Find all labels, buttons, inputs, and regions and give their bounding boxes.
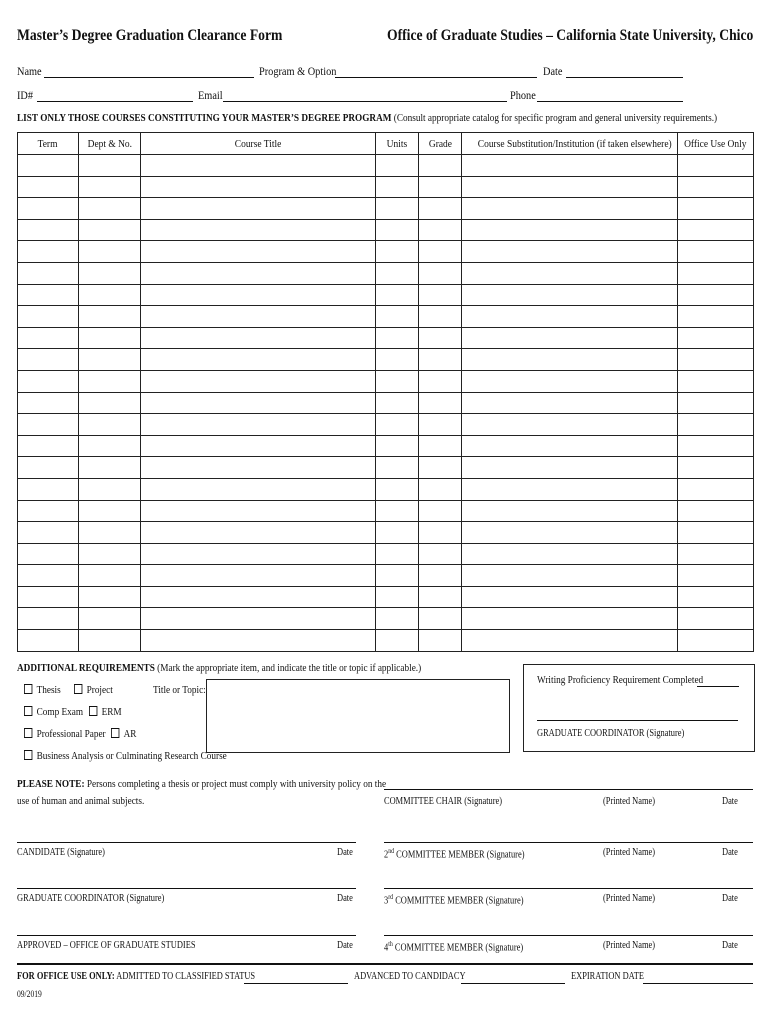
course-cell[interactable] [79,392,141,414]
approved-signature-line[interactable] [17,935,356,936]
course-row [18,630,754,652]
course-cell[interactable] [18,219,79,241]
course-cell[interactable] [419,284,462,306]
course-cell[interactable] [376,392,419,414]
course-cell[interactable] [79,543,141,565]
course-cell[interactable] [462,500,678,522]
office-use-bold: FOR OFFICE USE ONLY: [17,971,115,982]
course-cell[interactable] [79,155,141,177]
course-cell[interactable] [141,543,376,565]
course-cell[interactable] [79,349,141,371]
col-term: Term [18,133,79,155]
course-cell[interactable] [79,630,141,652]
phone-field[interactable] [537,101,683,102]
course-cell[interactable] [678,500,754,522]
additional-heading [17,662,421,674]
course-cell[interactable] [141,522,376,544]
course-cell[interactable] [18,327,79,349]
course-cell[interactable] [79,176,141,198]
course-cell[interactable] [376,500,419,522]
comp-exam-label: Comp Exam [36,706,84,718]
course-cell[interactable] [462,349,678,371]
course-cell[interactable] [18,543,79,565]
course-cell[interactable] [678,565,754,587]
member4-printed-name-label: (Printed Name) [603,940,656,951]
course-cell[interactable] [18,586,79,608]
phone-label: Phone [510,88,536,102]
office-title: Office of Graduate Studies – California State University, Chico [386,27,753,44]
thesis-option[interactable] [24,684,61,696]
course-cell[interactable] [376,586,419,608]
course-cell[interactable] [419,155,462,177]
course-row [18,500,754,522]
course-row [18,543,754,565]
course-cell[interactable] [79,370,141,392]
course-cell[interactable] [376,478,419,500]
course-cell[interactable] [79,522,141,544]
course-instruction-bold: LIST ONLY THOSE COURSES CONSTITUTING YOUR MASTER’S DEGREE PROGRAM [17,112,392,124]
course-cell[interactable] [462,284,678,306]
course-cell[interactable] [419,543,462,565]
email-label: Email [198,88,223,102]
name-field[interactable] [44,77,254,78]
expiration-field[interactable] [643,983,753,984]
member2-label: 2nd COMMITTEE MEMBER (Signature) [384,847,525,861]
writing-proficiency-field[interactable] [697,686,739,687]
course-cell[interactable] [18,262,79,284]
course-cell[interactable] [141,586,376,608]
course-cell[interactable] [678,586,754,608]
course-cell[interactable] [678,543,754,565]
course-cell[interactable] [79,262,141,284]
course-cell[interactable] [462,435,678,457]
chair-date-label: Date [722,796,738,807]
additional-heading-note: (Mark the appropriate item, and indicate the title or topic if applicable.) [157,662,422,674]
business-analysis-checkbox[interactable] [24,750,32,760]
id-label: ID# [17,88,34,102]
id-field[interactable] [37,101,193,102]
name-label: Name [17,64,42,78]
course-cell[interactable] [678,392,754,414]
course-cell[interactable] [376,219,419,241]
course-cell[interactable] [18,155,79,177]
course-cell[interactable] [18,608,79,630]
course-cell[interactable] [419,414,462,436]
member2-date-label: Date [722,847,738,858]
course-cell[interactable] [678,478,754,500]
course-cell[interactable] [376,414,419,436]
chair-printed-name-label: (Printed Name) [603,796,656,807]
course-cell[interactable] [141,392,376,414]
course-cell[interactable] [462,457,678,479]
course-cell[interactable] [79,565,141,587]
course-cell[interactable] [79,219,141,241]
col-course-title: Course Title [141,133,376,155]
course-row [18,565,754,587]
course-cell[interactable] [376,284,419,306]
course-row [18,327,754,349]
ar-option[interactable] [111,728,136,740]
course-cell[interactable] [678,241,754,263]
courses-table [17,132,754,652]
course-cell[interactable] [419,435,462,457]
course-cell[interactable] [79,608,141,630]
course-cell[interactable] [419,327,462,349]
course-row [18,176,754,198]
col-substitution: Course Substitution/Institution (if taken elsewhere) [462,133,678,155]
course-cell[interactable] [462,543,678,565]
course-cell[interactable] [419,176,462,198]
col-dept: Dept & No. [79,133,141,155]
course-cell[interactable] [678,262,754,284]
title-topic-box[interactable] [206,679,510,753]
course-cell[interactable] [419,370,462,392]
ar-checkbox[interactable] [111,728,119,738]
course-cell[interactable] [141,630,376,652]
course-cell[interactable] [376,565,419,587]
course-cell[interactable] [18,457,79,479]
course-cell[interactable] [678,155,754,177]
course-cell[interactable] [18,241,79,263]
course-cell[interactable] [18,284,79,306]
course-row [18,392,754,414]
course-cell[interactable] [462,630,678,652]
course-cell[interactable] [18,500,79,522]
course-instruction-note: (Consult appropriate catalog for specific program and general university requirements.) [393,112,718,124]
course-cell[interactable] [462,198,678,220]
chair-label: COMMITTEE CHAIR (Signature) [384,796,503,807]
course-cell[interactable] [141,349,376,371]
thesis-checkbox[interactable] [24,684,32,694]
course-cell[interactable] [376,241,419,263]
approved-date-label: Date [337,940,353,951]
email-field[interactable] [223,101,507,102]
course-row [18,586,754,608]
course-cell[interactable] [18,565,79,587]
course-cell[interactable] [419,630,462,652]
course-cell[interactable] [462,241,678,263]
date-label: Date [543,64,563,78]
member4-signature-line[interactable] [384,935,753,936]
writing-proficiency-label: Writing Proficiency Requirement Completed [537,674,704,686]
course-cell[interactable] [79,241,141,263]
course-cell[interactable] [79,478,141,500]
course-cell[interactable] [419,565,462,587]
additional-heading-bold: ADDITIONAL REQUIREMENTS [17,662,155,674]
member4-date-label: Date [722,940,738,951]
course-cell[interactable] [678,414,754,436]
course-cell[interactable] [678,349,754,371]
course-cell[interactable] [18,630,79,652]
course-row [18,155,754,177]
course-cell[interactable] [462,176,678,198]
course-cell[interactable] [141,262,376,284]
business-analysis-label: Business Analysis or Culminating Research Course [36,750,227,762]
course-cell[interactable] [678,284,754,306]
candidate-label: CANDIDATE (Signature) [17,847,105,858]
col-office-use: Office Use Only [678,133,754,155]
course-cell[interactable] [18,370,79,392]
ar-label: AR [123,728,137,740]
member2-printed-name-label: (Printed Name) [603,847,656,858]
comp-exam-option[interactable] [24,706,83,718]
course-cell[interactable] [376,630,419,652]
course-cell[interactable] [376,155,419,177]
course-row [18,349,754,371]
course-cell[interactable] [678,608,754,630]
course-row [18,262,754,284]
course-cell[interactable] [376,176,419,198]
course-cell[interactable] [678,370,754,392]
course-cell[interactable] [462,565,678,587]
course-cell[interactable] [18,392,79,414]
course-cell[interactable] [462,155,678,177]
comp-exam-checkbox[interactable] [24,706,32,716]
footer-divider [17,963,753,965]
course-cell[interactable] [141,284,376,306]
erm-label: ERM [101,706,122,718]
course-cell[interactable] [419,219,462,241]
course-cell[interactable] [462,608,678,630]
course-row [18,608,754,630]
course-cell[interactable] [419,392,462,414]
business-analysis-option[interactable] [24,750,227,762]
project-checkbox[interactable] [74,684,82,694]
course-cell[interactable] [79,327,141,349]
erm-option[interactable] [89,706,122,718]
course-cell[interactable] [79,306,141,328]
course-cell[interactable] [79,500,141,522]
course-cell[interactable] [141,219,376,241]
course-cell[interactable] [462,586,678,608]
chair-signature-line[interactable] [384,789,753,790]
approved-label: APPROVED – OFFICE OF GRADUATE STUDIES [17,940,196,951]
col-grade: Grade [419,133,462,155]
course-row [18,478,754,500]
course-cell[interactable] [18,198,79,220]
course-cell[interactable] [18,306,79,328]
course-cell[interactable] [419,262,462,284]
member3-date-label: Date [722,893,738,904]
course-cell[interactable] [18,349,79,371]
course-cell[interactable] [678,435,754,457]
erm-checkbox[interactable] [89,706,97,716]
course-row [18,457,754,479]
course-cell[interactable] [18,522,79,544]
advanced-field[interactable] [461,983,565,984]
please-note [17,778,386,790]
course-cell[interactable] [462,306,678,328]
course-cell[interactable] [678,176,754,198]
course-cell[interactable] [678,219,754,241]
course-cell[interactable] [141,306,376,328]
courses-header-row [18,133,754,155]
member2-signature-line[interactable] [384,842,753,843]
course-cell[interactable] [376,327,419,349]
course-cell[interactable] [79,435,141,457]
writing-coordinator-label: GRADUATE COORDINATOR (Signature) [537,728,685,739]
course-cell[interactable] [462,392,678,414]
course-cell[interactable] [79,284,141,306]
course-cell[interactable] [419,349,462,371]
course-cell[interactable] [419,457,462,479]
course-cell[interactable] [79,457,141,479]
program-label: Program & Option [259,64,337,78]
course-cell[interactable] [419,241,462,263]
course-cell[interactable] [18,414,79,436]
grad-coordinator-signature-line[interactable] [17,888,356,889]
grad-coordinator-label: GRADUATE COORDINATOR (Signature) [17,893,165,904]
course-cell[interactable] [419,198,462,220]
form-title: Master’s Degree Graduation Clearance Form [17,27,283,44]
course-cell[interactable] [462,370,678,392]
course-cell[interactable] [141,370,376,392]
course-cell[interactable] [141,414,376,436]
professional-paper-label: Professional Paper [36,728,106,740]
course-cell[interactable] [462,327,678,349]
please-note-bold: PLEASE NOTE: [17,778,85,790]
course-cell[interactable] [141,435,376,457]
course-cell[interactable] [376,543,419,565]
candidate-signature-line[interactable] [17,842,356,843]
course-cell[interactable] [376,262,419,284]
course-cell[interactable] [141,608,376,630]
course-cell[interactable] [376,198,419,220]
course-row [18,306,754,328]
course-cell[interactable] [462,414,678,436]
expiration-label: EXPIRATION DATE [571,971,645,982]
course-cell[interactable] [376,370,419,392]
professional-paper-option[interactable] [24,728,106,740]
member4-label: 4th COMMITTEE MEMBER (Signature) [384,940,524,954]
course-cell[interactable] [141,457,376,479]
course-row [18,522,754,544]
course-cell[interactable] [462,262,678,284]
member3-printed-name-label: (Printed Name) [603,893,656,904]
course-cell[interactable] [419,586,462,608]
course-row [18,284,754,306]
admitted-label: ADMITTED TO CLASSIFIED STATUS [116,971,256,982]
admitted-field[interactable] [244,983,348,984]
advanced-label: ADVANCED TO CANDIDACY [354,971,466,982]
writing-coordinator-signature-line[interactable] [537,720,738,721]
course-cell[interactable] [376,522,419,544]
course-row [18,219,754,241]
course-cell[interactable] [376,435,419,457]
course-cell[interactable] [419,306,462,328]
course-cell[interactable] [678,306,754,328]
course-cell[interactable] [79,198,141,220]
thesis-label: Thesis [36,684,61,696]
course-row [18,435,754,457]
course-cell[interactable] [376,349,419,371]
course-cell[interactable] [18,478,79,500]
program-field[interactable] [335,77,537,78]
course-cell[interactable] [462,219,678,241]
course-instruction [17,112,717,124]
project-option[interactable] [74,684,113,696]
course-cell[interactable] [678,630,754,652]
course-cell[interactable] [419,608,462,630]
course-cell[interactable] [141,155,376,177]
please-note-text1: Persons completing a thesis or project must comply with university policy on the [86,778,387,790]
col-units: Units [376,133,419,155]
please-note-text2: use of human and animal subjects. [17,795,145,807]
course-cell[interactable] [678,327,754,349]
course-cell[interactable] [376,306,419,328]
course-cell[interactable] [141,478,376,500]
member3-signature-line[interactable] [384,888,753,889]
course-cell[interactable] [79,414,141,436]
member3-label: 3rd COMMITTEE MEMBER (Signature) [384,893,524,907]
title-topic-label: Title or Topic: [153,684,206,696]
course-cell[interactable] [141,565,376,587]
course-cell[interactable] [18,176,79,198]
course-cell[interactable] [141,176,376,198]
course-cell[interactable] [678,522,754,544]
project-label: Project [86,684,113,696]
course-cell[interactable] [419,522,462,544]
date-field[interactable] [566,77,683,78]
course-cell[interactable] [18,435,79,457]
version-label: 09/2019 [17,989,42,999]
professional-paper-checkbox[interactable] [24,728,32,738]
course-cell[interactable] [141,241,376,263]
course-cell[interactable] [678,457,754,479]
course-row [18,241,754,263]
course-cell[interactable] [376,608,419,630]
office-use-admitted [17,971,255,982]
course-cell[interactable] [678,198,754,220]
course-cell[interactable] [419,478,462,500]
course-cell[interactable] [419,500,462,522]
course-cell[interactable] [79,586,141,608]
course-cell[interactable] [462,478,678,500]
course-row [18,414,754,436]
course-cell[interactable] [141,198,376,220]
course-row [18,370,754,392]
course-cell[interactable] [141,327,376,349]
course-cell[interactable] [376,457,419,479]
course-cell[interactable] [141,500,376,522]
course-row [18,198,754,220]
grad-coordinator-date-label: Date [337,893,353,904]
course-cell[interactable] [462,522,678,544]
candidate-date-label: Date [337,847,353,858]
